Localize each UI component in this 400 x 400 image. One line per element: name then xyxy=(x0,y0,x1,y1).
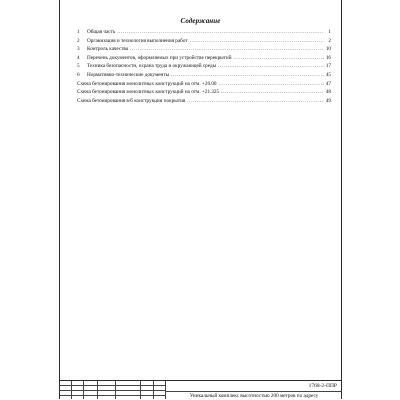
title-block-signature-grid xyxy=(60,381,165,399)
page-title: Содержание xyxy=(180,17,221,25)
toc-entry-number: 4 xyxy=(77,54,80,61)
toc-entry-label: Схема бетонирования монолитных конструкций на отм. +26.00 xyxy=(77,80,217,87)
toc-entry-label: Общая часть xyxy=(87,29,116,35)
toc-dot-leader xyxy=(130,45,324,54)
title-block-divider xyxy=(165,391,342,392)
toc-dot-leader xyxy=(218,62,324,71)
toc-entry-label: Организация и технология выполнения работ xyxy=(87,37,188,44)
toc-entry-page: 47 xyxy=(325,80,331,87)
toc-dot-leader xyxy=(187,97,324,106)
title-block-grid-line xyxy=(140,381,141,399)
toc-entry-number: 6 xyxy=(77,71,80,78)
toc-entry[interactable] xyxy=(77,62,331,71)
toc-entry-number: 5 xyxy=(77,63,80,70)
toc-entry-label: Перечень документов, оформляемых при устройстве перекрытий xyxy=(87,54,232,61)
toc-entry-label: Контроль качества xyxy=(87,46,129,53)
table-of-contents xyxy=(77,28,331,105)
toc-entry[interactable] xyxy=(77,54,331,63)
toc-entry[interactable] xyxy=(77,45,331,54)
document-code: 1768-2-ППР xyxy=(308,383,337,389)
drawing-title-block xyxy=(60,380,342,399)
toc-entry[interactable] xyxy=(77,97,331,106)
title-block-grid-line xyxy=(60,390,165,391)
toc-dot-leader xyxy=(221,88,324,97)
toc-entry-page: 45 xyxy=(325,71,331,78)
toc-entry-label: Нормативно-технические документы xyxy=(87,71,170,78)
toc-entry-page: 10 xyxy=(325,46,331,53)
title-block-grid-line xyxy=(60,395,165,396)
title-block-grid-line xyxy=(153,381,154,399)
toc-dot-leader xyxy=(171,71,324,80)
toc-dot-leader xyxy=(117,28,324,37)
toc-entry[interactable] xyxy=(77,80,331,89)
toc-entry-label: Схема бетонирования в/б конструкции покрытия xyxy=(77,97,186,104)
title-block-grid-line xyxy=(97,381,98,399)
toc-entry-page: 2 xyxy=(328,37,331,44)
toc-dot-leader xyxy=(190,37,324,46)
toc-entry-number: 1 xyxy=(77,29,80,35)
title-block-grid-line xyxy=(115,381,116,399)
toc-entry[interactable] xyxy=(77,71,331,80)
document-page xyxy=(59,0,342,399)
document-description: Уникальный комплекс высотностью 200 метров по адресу xyxy=(189,393,319,399)
toc-entry-page: 16 xyxy=(325,54,331,61)
toc-entry-number: 2 xyxy=(77,37,80,44)
toc-entry-page: 48 xyxy=(325,89,331,96)
title-block-grid-line xyxy=(60,385,165,386)
toc-entry-number: 3 xyxy=(77,46,80,53)
title-block-grid-line xyxy=(71,381,72,399)
toc-dot-leader xyxy=(233,54,324,63)
toc-entry[interactable] xyxy=(77,37,331,46)
toc-entry-page: 17 xyxy=(325,63,331,70)
toc-entry[interactable] xyxy=(77,28,331,37)
toc-dot-leader xyxy=(219,80,324,89)
toc-entry-page: 49 xyxy=(325,97,331,104)
title-block-grid-line xyxy=(83,381,84,399)
toc-entry-label: Схема бетонирования монолитных конструкций на отм. +21.325 xyxy=(77,89,220,96)
toc-entry[interactable] xyxy=(77,88,331,97)
toc-entry-page: 1 xyxy=(328,29,331,35)
toc-entry-label: Техника безопасности, охрана труда и окружающей среды xyxy=(87,63,217,70)
